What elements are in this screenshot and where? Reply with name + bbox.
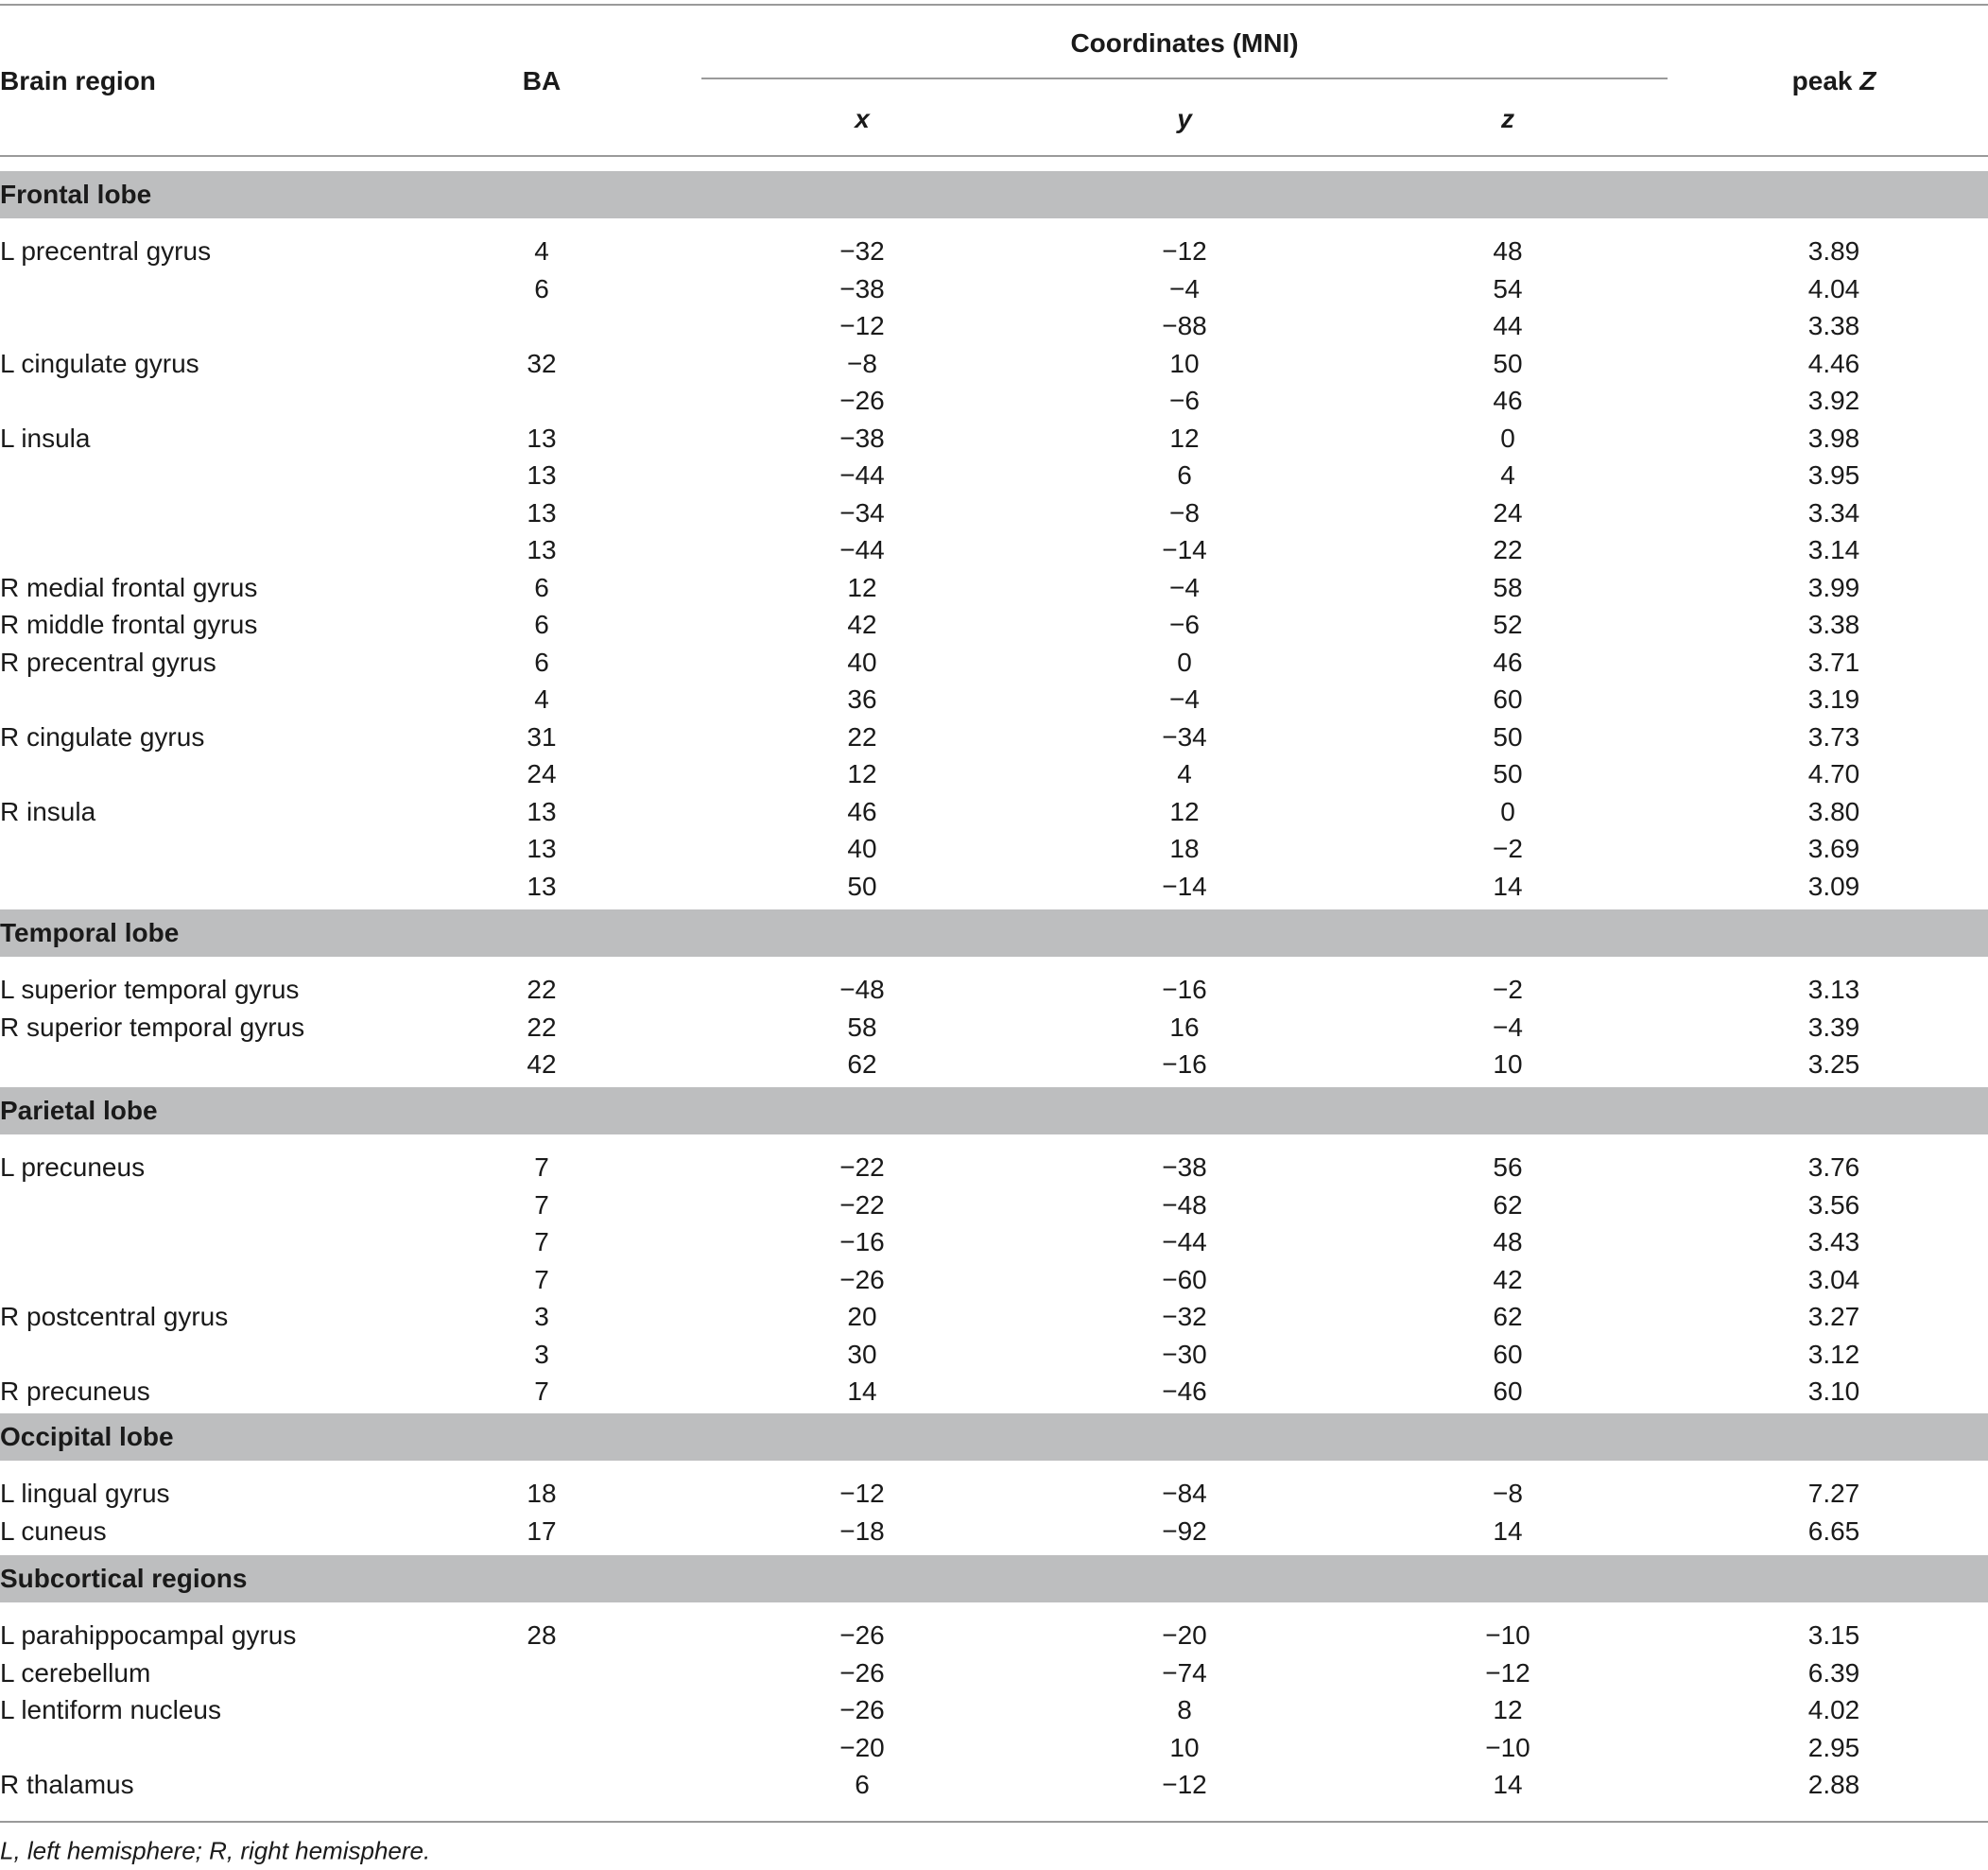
cell-region: R superior temporal gyrus — [0, 1012, 305, 1042]
cell-x: 20 — [847, 1302, 877, 1332]
table-row — [0, 1374, 1988, 1411]
cell-y: 12 — [1169, 796, 1200, 826]
table-row — [0, 532, 1988, 569]
table-row — [0, 1336, 1988, 1373]
table-row — [0, 756, 1988, 793]
cell-ba: 6 — [534, 647, 549, 677]
cell-ba: 7 — [534, 1264, 549, 1294]
cell-ba: 4 — [534, 236, 549, 267]
table-row — [0, 383, 1988, 420]
table-bottom-rule — [0, 1821, 1988, 1823]
cell-region: R precentral gyrus — [0, 647, 216, 677]
cell-y: −4 — [1169, 684, 1200, 715]
cell-x: 42 — [847, 610, 877, 640]
cell-z: −2 — [1493, 975, 1523, 1005]
cell-peak: 6.39 — [1807, 1657, 1860, 1688]
cell-x: −48 — [839, 975, 885, 1005]
cell-region: L precuneus — [0, 1152, 146, 1183]
cell-y: −34 — [1162, 721, 1207, 752]
cell-ba: 13 — [527, 796, 557, 826]
cell-y: −4 — [1169, 572, 1200, 602]
cell-peak: 3.92 — [1807, 386, 1860, 416]
header-coordinates: Coordinates (MNI) — [1070, 28, 1299, 58]
cell-ba: 24 — [527, 759, 557, 789]
cell-peak: 4.02 — [1807, 1695, 1860, 1725]
table-row — [0, 1047, 1988, 1083]
cell-z: 50 — [1493, 348, 1523, 378]
cell-x: −26 — [839, 1620, 885, 1651]
table-row — [0, 1692, 1988, 1729]
table-row — [0, 458, 1988, 494]
cell-z: 52 — [1493, 610, 1523, 640]
cell-z: 14 — [1493, 1770, 1523, 1800]
table-row — [0, 1299, 1988, 1336]
cell-z: 14 — [1493, 1515, 1523, 1546]
table-row — [0, 1009, 1988, 1046]
cell-peak: 3.10 — [1807, 1377, 1860, 1407]
cell-z: 42 — [1493, 1264, 1523, 1294]
cell-y: 16 — [1169, 1012, 1200, 1042]
cell-z: 60 — [1493, 684, 1523, 715]
cell-peak: 3.69 — [1807, 834, 1860, 864]
table-row — [0, 569, 1988, 606]
cell-y: 10 — [1169, 1732, 1200, 1762]
cell-peak: 3.56 — [1807, 1189, 1860, 1220]
cell-region: R postcentral gyrus — [0, 1302, 229, 1332]
cell-y: −92 — [1162, 1515, 1207, 1546]
cell-y: −14 — [1162, 535, 1207, 565]
cell-y: −6 — [1169, 610, 1200, 640]
cell-y: −4 — [1169, 273, 1200, 303]
cell-ba: 42 — [527, 1049, 557, 1080]
cell-z: 0 — [1500, 423, 1515, 453]
cell-y: −32 — [1162, 1302, 1207, 1332]
table-row — [0, 270, 1988, 307]
header-z: z — [1501, 104, 1514, 133]
table-row — [0, 1767, 1988, 1804]
cell-peak: 4.46 — [1807, 348, 1860, 378]
cell-z: −12 — [1485, 1657, 1530, 1688]
cell-y: 8 — [1177, 1695, 1192, 1725]
cell-ba: 28 — [527, 1620, 557, 1651]
cell-peak: 3.43 — [1807, 1227, 1860, 1257]
header-peak-z: peak Z — [1791, 66, 1876, 95]
cell-z: −10 — [1485, 1620, 1530, 1651]
cell-y: −12 — [1162, 236, 1207, 267]
cell-x: 36 — [847, 684, 877, 715]
cell-x: −26 — [839, 386, 885, 416]
table-row — [0, 719, 1988, 755]
cell-region: R medial frontal gyrus — [0, 572, 258, 602]
cell-y: −46 — [1162, 1377, 1207, 1407]
section-title: Frontal lobe — [0, 180, 152, 209]
cell-z: −2 — [1493, 834, 1523, 864]
cell-region: R insula — [0, 796, 96, 826]
cell-region: L lentiform nucleus — [0, 1695, 221, 1725]
cell-y: −16 — [1162, 1049, 1207, 1080]
cell-peak: 3.34 — [1807, 497, 1860, 528]
table-row — [0, 420, 1988, 457]
cell-ba: 13 — [527, 460, 557, 491]
cell-ba: 7 — [534, 1227, 549, 1257]
cell-z: 10 — [1493, 1049, 1523, 1080]
cell-peak: 2.88 — [1807, 1770, 1860, 1800]
cell-x: 12 — [847, 572, 877, 602]
cell-region: L cerebellum — [0, 1657, 151, 1688]
section-header — [0, 1413, 1988, 1461]
cell-ba: 6 — [534, 610, 549, 640]
section-title: Parietal lobe — [0, 1096, 158, 1125]
table-row — [0, 868, 1988, 905]
cell-peak: 7.27 — [1807, 1479, 1860, 1509]
cell-region: L lingual gyrus — [0, 1479, 170, 1509]
cell-peak: 3.15 — [1807, 1620, 1860, 1651]
cell-peak: 3.04 — [1807, 1264, 1860, 1294]
cell-y: −38 — [1162, 1152, 1207, 1183]
cell-z: 4 — [1500, 460, 1515, 491]
cell-ba: 3 — [534, 1302, 549, 1332]
cell-x: −44 — [839, 535, 885, 565]
cell-ba: 7 — [534, 1152, 549, 1183]
cell-z: 48 — [1493, 236, 1523, 267]
table-row — [0, 1654, 1988, 1691]
cell-peak: 3.38 — [1807, 610, 1860, 640]
cell-x: 40 — [847, 834, 877, 864]
cell-x: −38 — [839, 273, 885, 303]
table-row — [0, 1476, 1988, 1513]
cell-y: −6 — [1169, 386, 1200, 416]
cell-ba: 22 — [527, 975, 557, 1005]
cell-ba: 6 — [534, 273, 549, 303]
cell-ba: 3 — [534, 1339, 549, 1369]
cell-ba: 17 — [527, 1515, 557, 1546]
cell-x: −26 — [839, 1695, 885, 1725]
cell-y: −44 — [1162, 1227, 1207, 1257]
cell-peak: 2.95 — [1807, 1732, 1860, 1762]
cell-ba: 31 — [527, 721, 557, 752]
table-row — [0, 345, 1988, 382]
cell-x: 22 — [847, 721, 877, 752]
section-title: Subcortical regions — [0, 1564, 248, 1593]
table-row — [0, 607, 1988, 644]
cell-y: 0 — [1177, 647, 1192, 677]
cell-region: R middle frontal gyrus — [0, 610, 258, 640]
cell-y: −14 — [1162, 871, 1207, 901]
cell-peak: 3.39 — [1807, 1012, 1860, 1042]
cell-z: 46 — [1493, 386, 1523, 416]
cell-y: −84 — [1162, 1479, 1207, 1509]
cell-x: 12 — [847, 759, 877, 789]
cell-z: 24 — [1493, 497, 1523, 528]
cell-peak: 3.19 — [1807, 684, 1860, 715]
cell-region: R precuneus — [0, 1377, 150, 1407]
cell-ba: 7 — [534, 1377, 549, 1407]
cell-peak: 3.89 — [1807, 236, 1860, 267]
table-row — [0, 1186, 1988, 1223]
cell-z: 56 — [1493, 1152, 1523, 1183]
cell-peak: 3.12 — [1807, 1339, 1860, 1369]
coordinates-header-rule — [701, 78, 1668, 79]
cell-peak: 3.14 — [1807, 535, 1860, 565]
cell-peak: 3.76 — [1807, 1152, 1860, 1183]
cell-region: L cingulate gyrus — [0, 348, 199, 378]
cell-x: −26 — [839, 1657, 885, 1688]
cell-y: −74 — [1162, 1657, 1207, 1688]
header-x: x — [855, 104, 870, 133]
table-row — [0, 234, 1988, 270]
cell-x: 30 — [847, 1339, 877, 1369]
cell-region: L parahippocampal gyrus — [0, 1620, 297, 1651]
cell-peak: 3.38 — [1807, 311, 1860, 341]
cell-y: 18 — [1169, 834, 1200, 864]
cell-peak: 3.98 — [1807, 423, 1860, 453]
cell-ba: 13 — [527, 423, 557, 453]
cell-ba: 13 — [527, 535, 557, 565]
section-header — [0, 909, 1988, 957]
cell-x: 62 — [847, 1049, 877, 1080]
cell-x: −38 — [839, 423, 885, 453]
cell-ba: 13 — [527, 871, 557, 901]
cell-x: −12 — [839, 311, 885, 341]
cell-y: −16 — [1162, 975, 1207, 1005]
cell-peak: 3.71 — [1807, 647, 1860, 677]
cell-x: −16 — [839, 1227, 885, 1257]
table-row — [0, 644, 1988, 681]
cell-x: −22 — [839, 1189, 885, 1220]
cell-z: 50 — [1493, 721, 1523, 752]
cell-ba: 7 — [534, 1189, 549, 1220]
table-footnote: L, left hemisphere; R, right hemisphere. — [0, 1836, 431, 1865]
cell-x: −34 — [839, 497, 885, 528]
cell-z: 22 — [1493, 535, 1523, 565]
table-row — [0, 1150, 1988, 1186]
cell-z: 46 — [1493, 647, 1523, 677]
cell-peak: 3.27 — [1807, 1302, 1860, 1332]
cell-z: 60 — [1493, 1339, 1523, 1369]
cell-peak: 3.09 — [1807, 871, 1860, 901]
cell-region: R cingulate gyrus — [0, 721, 205, 752]
cell-z: −8 — [1493, 1479, 1523, 1509]
cell-peak: 3.13 — [1807, 975, 1860, 1005]
cell-x: −32 — [839, 236, 885, 267]
cell-y: 12 — [1169, 423, 1200, 453]
cell-z: 14 — [1493, 871, 1523, 901]
table-row — [0, 972, 1988, 1009]
cell-x: −8 — [847, 348, 877, 378]
cell-y: 4 — [1177, 759, 1192, 789]
cell-peak: 3.73 — [1807, 721, 1860, 752]
header-ba: BA — [522, 66, 562, 95]
cell-z: 48 — [1493, 1227, 1523, 1257]
cell-y: −20 — [1162, 1620, 1207, 1651]
cell-peak: 3.95 — [1807, 460, 1860, 491]
cell-x: −18 — [839, 1515, 885, 1546]
cell-y: −88 — [1162, 311, 1207, 341]
section-title: Temporal lobe — [0, 918, 180, 947]
cell-x: 50 — [847, 871, 877, 901]
table-header-rule — [0, 155, 1988, 157]
header-brain-region: Brain region — [0, 66, 156, 95]
cell-x: −12 — [839, 1479, 885, 1509]
cell-peak: 4.04 — [1807, 273, 1860, 303]
cell-region: L insula — [0, 423, 91, 453]
cell-z: 58 — [1493, 572, 1523, 602]
cell-y: −48 — [1162, 1189, 1207, 1220]
table-row — [0, 831, 1988, 868]
cell-region: L cuneus — [0, 1515, 107, 1546]
cell-x: 14 — [847, 1377, 877, 1407]
cell-z: 0 — [1500, 796, 1515, 826]
cell-x: 58 — [847, 1012, 877, 1042]
cell-peak: 4.70 — [1807, 759, 1860, 789]
cell-x: −22 — [839, 1152, 885, 1183]
cell-peak: 3.25 — [1807, 1049, 1860, 1080]
cell-ba: 4 — [534, 684, 549, 715]
section-header — [0, 1555, 1988, 1602]
table-row — [0, 1729, 1988, 1766]
cell-region: L superior temporal gyrus — [0, 975, 300, 1005]
cell-ba: 32 — [527, 348, 557, 378]
cell-z: 44 — [1493, 311, 1523, 341]
cell-x: −26 — [839, 1264, 885, 1294]
section-header — [0, 171, 1988, 218]
table-row — [0, 1224, 1988, 1261]
cell-ba: 6 — [534, 572, 549, 602]
table-row — [0, 308, 1988, 345]
cell-ba: 13 — [527, 834, 557, 864]
table-row — [0, 1513, 1988, 1550]
cell-z: 12 — [1493, 1695, 1523, 1725]
cell-z: 50 — [1493, 759, 1523, 789]
cell-x: −20 — [839, 1732, 885, 1762]
table-top-rule — [0, 4, 1988, 6]
cell-x: 6 — [855, 1770, 870, 1800]
cell-y: −30 — [1162, 1339, 1207, 1369]
cell-peak: 3.99 — [1807, 572, 1860, 602]
cell-y: 10 — [1169, 348, 1200, 378]
table-row — [0, 682, 1988, 719]
cell-y: −8 — [1169, 497, 1200, 528]
table-row — [0, 1261, 1988, 1298]
cell-z: 62 — [1493, 1189, 1523, 1220]
cell-y: −12 — [1162, 1770, 1207, 1800]
cell-ba: 13 — [527, 497, 557, 528]
section-header — [0, 1087, 1988, 1134]
cell-x: 40 — [847, 647, 877, 677]
cell-x: −44 — [839, 460, 885, 491]
cell-x: 46 — [847, 796, 877, 826]
table-row — [0, 793, 1988, 830]
cell-ba: 18 — [527, 1479, 557, 1509]
section-title: Occipital lobe — [0, 1422, 174, 1451]
cell-z: −10 — [1485, 1732, 1530, 1762]
cell-z: 62 — [1493, 1302, 1523, 1332]
cell-z: 60 — [1493, 1377, 1523, 1407]
cell-y: 6 — [1177, 460, 1192, 491]
header-y: y — [1177, 104, 1192, 133]
table-row — [0, 494, 1988, 531]
cell-region: R thalamus — [0, 1770, 134, 1800]
cell-z: 54 — [1493, 273, 1523, 303]
cell-z: −4 — [1493, 1012, 1523, 1042]
cell-peak: 6.65 — [1807, 1515, 1860, 1546]
cell-ba: 22 — [527, 1012, 557, 1042]
cell-y: −60 — [1162, 1264, 1207, 1294]
cell-region: L precentral gyrus — [0, 236, 212, 267]
table-row — [0, 1618, 1988, 1654]
cell-peak: 3.80 — [1807, 796, 1860, 826]
